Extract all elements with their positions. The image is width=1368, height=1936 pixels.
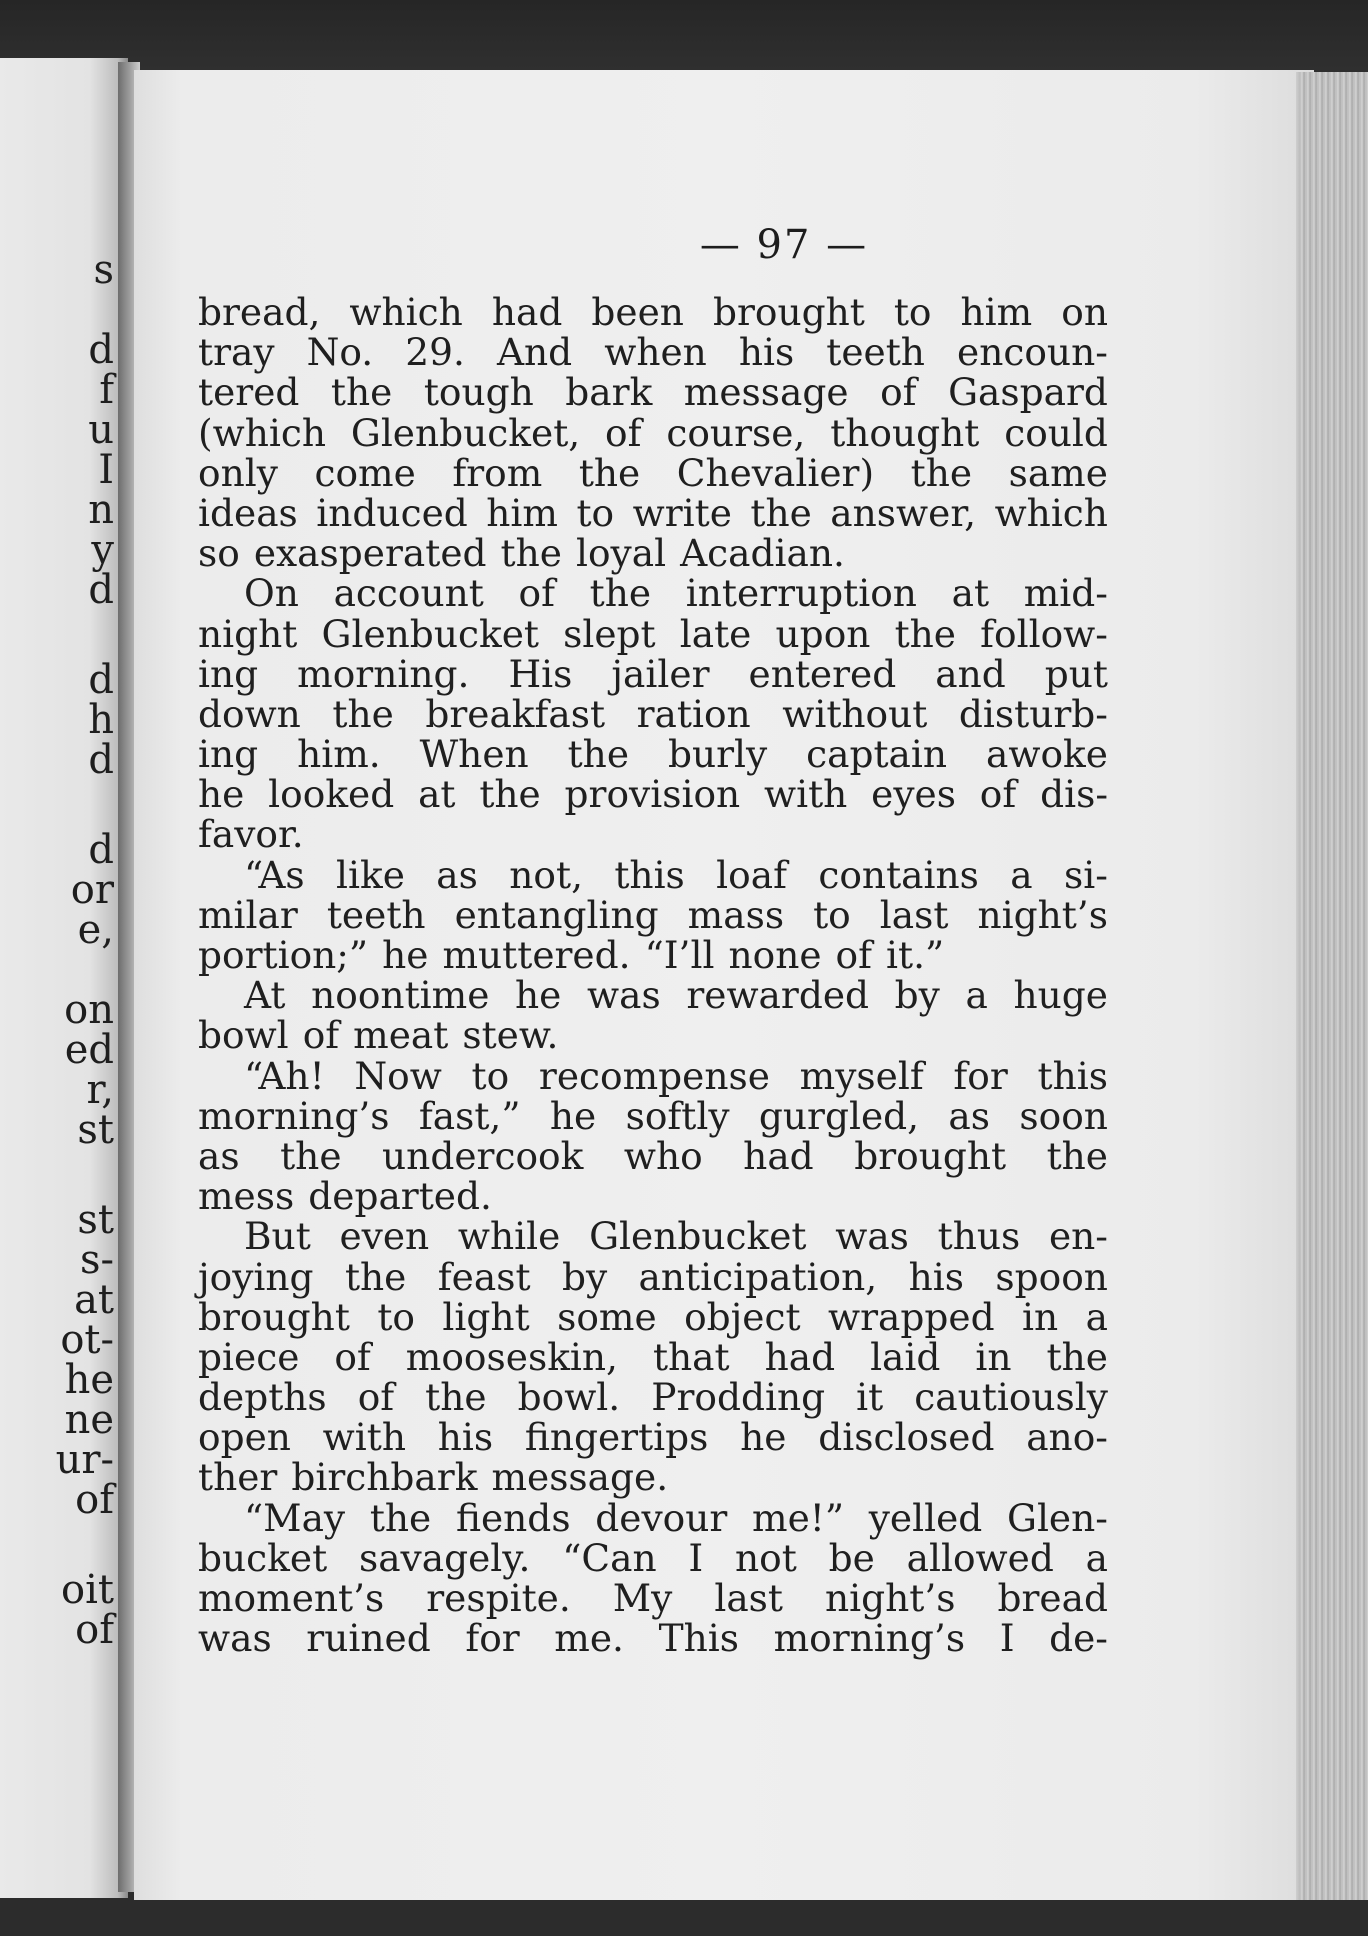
- word: meat: [353, 1013, 449, 1058]
- text-line: [198, 490, 1108, 535]
- word: bowl: [198, 1013, 289, 1058]
- word: he: [382, 933, 429, 977]
- text-line: [198, 531, 1108, 576]
- left-page-text-fragment: or: [70, 867, 114, 913]
- text-line: [198, 1334, 1108, 1379]
- text-line: [198, 1133, 1108, 1178]
- word: Acadian.: [680, 531, 845, 576]
- word: bucket: [198, 1535, 328, 1580]
- text-line: [198, 935, 1108, 975]
- word: brought: [854, 1133, 1007, 1178]
- left-page-text-fragment: I: [98, 447, 114, 493]
- word: which: [994, 490, 1108, 535]
- word: Prodding: [651, 1375, 826, 1420]
- left-page-text-fragment: on: [64, 987, 114, 1033]
- word: awoke: [985, 732, 1108, 777]
- word: allowed: [906, 1535, 1054, 1580]
- left-page-text-fragment: d: [88, 737, 114, 783]
- word: the: [910, 450, 973, 495]
- word: could: [1004, 410, 1108, 455]
- word: it: [856, 1375, 884, 1420]
- word: with: [764, 772, 848, 817]
- word: ing: [198, 651, 259, 696]
- left-page-text-fragment: f: [99, 367, 114, 413]
- word: who: [623, 1133, 703, 1178]
- word: of: [835, 933, 873, 977]
- page-stack-edge: [1300, 72, 1368, 1907]
- left-page-text-fragment: s-: [79, 1237, 114, 1283]
- word: of: [334, 1334, 371, 1379]
- word: favor.: [198, 812, 304, 857]
- word: “Can: [562, 1535, 657, 1580]
- word: rewarded: [686, 973, 870, 1018]
- word: he: [515, 973, 562, 1018]
- word: ration: [636, 691, 751, 736]
- word: tered: [198, 370, 300, 415]
- word: “As: [244, 852, 305, 897]
- left-page-text-fragment: d: [88, 827, 114, 873]
- word: the: [330, 370, 393, 415]
- word: And: [496, 330, 573, 375]
- previous-page-fragment: [0, 58, 128, 1898]
- left-page-text-fragment: ne: [64, 1397, 114, 1443]
- word: be: [828, 1535, 875, 1580]
- word: teeth: [826, 330, 925, 375]
- text-line: [198, 1616, 1108, 1661]
- word: to: [471, 1053, 510, 1098]
- word: yelled: [868, 1495, 983, 1540]
- word: exasperated: [253, 531, 487, 576]
- text-line: [198, 1214, 1108, 1259]
- word: night’s: [824, 1576, 956, 1620]
- word: At: [244, 973, 286, 1018]
- word: none: [728, 933, 822, 977]
- word: his: [738, 330, 795, 375]
- word: thus: [937, 1214, 1021, 1259]
- word: he: [549, 1093, 597, 1138]
- text-line: [198, 1053, 1108, 1098]
- word: morning’s: [198, 1093, 390, 1138]
- text-line: [198, 571, 1108, 616]
- word: the: [344, 1254, 407, 1299]
- word: course,: [666, 410, 806, 455]
- word: I: [999, 1616, 1015, 1661]
- left-page-text-fragment: h: [88, 697, 114, 743]
- word: a: [1010, 852, 1033, 897]
- word: bread: [997, 1576, 1108, 1620]
- word: Chevalier): [676, 450, 875, 495]
- word: follow-: [980, 611, 1108, 656]
- word: night’s: [977, 892, 1108, 937]
- word: as: [436, 852, 478, 897]
- word: the: [425, 1375, 487, 1420]
- word: of: [518, 571, 555, 616]
- word: the: [1046, 1133, 1108, 1178]
- left-page-text-fragment: d: [88, 657, 114, 703]
- word: to: [893, 290, 932, 334]
- word: portion;”: [198, 933, 369, 977]
- word: I: [688, 1535, 704, 1580]
- word: provision: [564, 772, 741, 817]
- word: the: [1046, 1334, 1108, 1379]
- text-line: [198, 1294, 1108, 1339]
- word: when: [604, 330, 707, 375]
- word: bowl.: [517, 1375, 621, 1420]
- text-line: [198, 1375, 1108, 1420]
- word: brought: [198, 1294, 350, 1339]
- word: mid-: [1023, 571, 1108, 616]
- page-number: — 97 —: [699, 222, 869, 268]
- word: he: [740, 1415, 787, 1460]
- word: bark: [565, 370, 653, 415]
- word: at: [418, 772, 456, 817]
- word: bread,: [198, 290, 321, 334]
- word: “I’ll: [644, 933, 715, 977]
- word: looked: [268, 772, 395, 817]
- word: message.: [491, 1455, 669, 1500]
- word: so: [198, 531, 240, 576]
- book-page: [134, 70, 1314, 1902]
- word: My: [612, 1576, 673, 1620]
- word: the: [894, 611, 956, 656]
- word: last: [879, 892, 949, 937]
- left-page-text-fragment: st: [77, 1197, 114, 1243]
- word: a: [1085, 1535, 1108, 1580]
- text-line: [198, 1578, 1108, 1618]
- text-line: [198, 1174, 1108, 1219]
- word: Glenbucket: [321, 611, 539, 656]
- word: muttered.: [442, 933, 631, 977]
- word: the: [280, 1133, 342, 1178]
- left-page-text-fragment: d: [88, 327, 114, 373]
- word: burly: [667, 732, 768, 777]
- word: fast,”: [418, 1093, 521, 1138]
- word: brought: [712, 290, 865, 334]
- word: fiends: [455, 1495, 571, 1540]
- word: of: [302, 1013, 340, 1058]
- left-page-text-fragment: n: [88, 487, 114, 533]
- word: at: [951, 571, 990, 616]
- word: the: [578, 450, 641, 495]
- word: contains: [818, 852, 979, 897]
- word: open: [198, 1415, 291, 1460]
- word: it.”: [886, 933, 945, 977]
- word: him: [486, 490, 558, 535]
- word: was: [587, 973, 661, 1018]
- word: 29.: [405, 330, 465, 375]
- word: the: [589, 571, 652, 616]
- word: departed.: [308, 1174, 492, 1219]
- word: eyes: [871, 772, 956, 817]
- word: anticipation,: [638, 1254, 878, 1299]
- word: late: [679, 611, 752, 656]
- word: in: [1022, 1294, 1059, 1339]
- word: noontime: [311, 973, 490, 1018]
- word: Glenbucket,: [350, 410, 581, 455]
- word: was: [198, 1616, 272, 1661]
- word: On: [244, 571, 299, 616]
- word: wrapped: [828, 1294, 995, 1339]
- word: the: [479, 772, 541, 817]
- word: His: [508, 651, 573, 696]
- word: si-: [1063, 852, 1108, 897]
- word: milar: [198, 892, 298, 937]
- text-line: [198, 732, 1108, 777]
- word: respite.: [426, 1576, 571, 1620]
- word: write: [632, 490, 732, 535]
- word: soon: [1019, 1093, 1108, 1138]
- left-page-text-fragment: r,: [86, 1067, 114, 1113]
- word: me!”: [752, 1495, 845, 1540]
- text-line: [198, 1013, 1108, 1058]
- word: captain: [806, 732, 948, 777]
- word: not,: [509, 852, 583, 897]
- word: had: [743, 1133, 814, 1178]
- word: as: [198, 1133, 240, 1178]
- word: to: [377, 1294, 415, 1339]
- word: his: [437, 1415, 494, 1460]
- word: mooseskin,: [405, 1334, 618, 1379]
- word: teeth: [326, 892, 426, 937]
- word: “May: [244, 1495, 346, 1540]
- word: thought: [830, 410, 980, 455]
- text-line: [198, 1093, 1108, 1138]
- word: ruined: [306, 1616, 431, 1661]
- word: depths: [198, 1375, 327, 1420]
- word: gurgled,: [758, 1093, 920, 1138]
- word: Glenbucket: [589, 1214, 807, 1259]
- word: tray: [198, 330, 275, 375]
- word: of: [880, 370, 917, 415]
- word: for: [465, 1616, 520, 1661]
- word: had: [491, 290, 563, 334]
- left-page-text-fragment: d: [88, 567, 114, 613]
- word: ther: [198, 1455, 278, 1500]
- word: morning.: [297, 651, 470, 696]
- word: disclosed: [818, 1415, 995, 1460]
- word: mess: [198, 1174, 295, 1219]
- word: a: [1085, 1294, 1108, 1339]
- word: him.: [297, 732, 381, 777]
- word: ideas: [198, 490, 298, 535]
- left-page-text-fragment: s: [93, 247, 114, 293]
- word: stew.: [462, 1013, 559, 1058]
- word: some: [557, 1294, 657, 1339]
- word: Now: [354, 1053, 442, 1098]
- word: en-: [1048, 1214, 1108, 1259]
- word: loaf: [716, 852, 787, 897]
- left-page-text-fragment: of: [75, 1607, 114, 1653]
- word: by: [561, 1254, 608, 1299]
- text-line: [198, 1535, 1108, 1580]
- word: disturb-: [958, 691, 1108, 736]
- word: the: [750, 490, 812, 535]
- page-body-text: [198, 290, 1108, 1661]
- word: of: [605, 410, 642, 455]
- word: of: [357, 1375, 395, 1420]
- text-line: [198, 892, 1108, 937]
- word: interruption: [685, 571, 917, 616]
- word: cautiously: [914, 1375, 1108, 1420]
- word: induced: [316, 490, 468, 535]
- word: spoon: [995, 1254, 1108, 1299]
- word: like: [336, 852, 405, 897]
- text-line: [198, 1455, 1108, 1500]
- word: recompense: [538, 1053, 770, 1098]
- word: the: [500, 531, 562, 576]
- left-page-text-fragment: of: [75, 1477, 114, 1523]
- word: savagely.: [358, 1535, 531, 1580]
- word: entangling: [454, 892, 659, 937]
- word: last: [714, 1576, 783, 1620]
- word: the: [332, 691, 394, 736]
- word: in: [975, 1334, 1012, 1379]
- text-line: [198, 1415, 1108, 1460]
- word: was: [835, 1214, 909, 1259]
- word: huge: [1013, 973, 1108, 1018]
- text-line: [198, 651, 1108, 696]
- word: and: [935, 651, 1006, 696]
- word: to: [813, 892, 851, 937]
- text-line: [198, 852, 1108, 897]
- left-page-text-fragment: ur-: [55, 1437, 114, 1483]
- word: down: [198, 691, 301, 736]
- word: this: [614, 852, 685, 897]
- word: feast: [437, 1254, 531, 1299]
- word: tough: [423, 370, 534, 415]
- word: encoun-: [957, 330, 1108, 375]
- left-page-text-fragment: st: [77, 1107, 114, 1153]
- word: message: [683, 370, 849, 415]
- word: de-: [1049, 1616, 1108, 1661]
- word: object: [684, 1294, 801, 1339]
- word: morning’s: [773, 1616, 966, 1661]
- text-line: [198, 812, 1108, 857]
- word: him: [960, 290, 1033, 334]
- word: with: [322, 1415, 406, 1460]
- word: entered: [748, 651, 897, 696]
- word: undercook: [382, 1133, 584, 1178]
- word: while: [457, 1214, 561, 1259]
- word: upon: [775, 611, 871, 656]
- word: been: [591, 290, 684, 334]
- word: this: [1037, 1053, 1108, 1098]
- left-page-text-fragment: y: [91, 527, 114, 573]
- word: on: [1061, 290, 1108, 334]
- text-line: [198, 1254, 1108, 1299]
- word: as: [948, 1093, 991, 1138]
- word: laid: [870, 1334, 941, 1379]
- text-line: [198, 973, 1108, 1018]
- word: dis-: [1040, 772, 1108, 817]
- text-line: [198, 772, 1108, 817]
- left-page-text-fragment: oit: [61, 1567, 114, 1613]
- word: birchbark: [291, 1455, 478, 1500]
- word: This: [658, 1616, 739, 1661]
- word: the: [567, 732, 630, 777]
- word: No.: [306, 330, 374, 375]
- word: ing: [198, 732, 259, 777]
- word: which: [349, 290, 463, 334]
- left-page-text-fragment: u: [88, 407, 114, 453]
- text-line: [198, 330, 1108, 375]
- word: softly: [625, 1093, 730, 1138]
- word: he: [198, 772, 245, 817]
- text-line: [198, 292, 1108, 332]
- word: devour: [595, 1495, 728, 1540]
- word: ano-: [1026, 1415, 1108, 1460]
- word: had: [764, 1334, 836, 1379]
- word: When: [419, 732, 529, 777]
- word: the: [369, 1495, 432, 1540]
- word: piece: [198, 1334, 300, 1379]
- word: slept: [563, 611, 656, 656]
- word: by: [894, 973, 940, 1018]
- word: his: [908, 1254, 964, 1299]
- word: a: [965, 973, 988, 1018]
- word: Gaspard: [948, 370, 1108, 415]
- text-line: [198, 450, 1108, 495]
- word: night: [198, 611, 298, 656]
- scan-bottom-border: [0, 1900, 1368, 1936]
- text-line: [198, 611, 1108, 656]
- word: moment’s: [198, 1576, 385, 1620]
- text-line: [198, 370, 1108, 415]
- word: without: [782, 691, 928, 736]
- word: jailer: [611, 651, 710, 696]
- word: to: [576, 490, 615, 535]
- word: (which: [198, 410, 327, 455]
- word: put: [1044, 651, 1108, 696]
- left-page-text-fragment: he: [64, 1357, 114, 1403]
- word: fingertips: [524, 1415, 709, 1460]
- word: from: [452, 450, 543, 495]
- text-line: [198, 1495, 1108, 1540]
- word: light: [442, 1294, 530, 1339]
- word: of: [979, 772, 1017, 817]
- left-page-text-fragment: ed: [64, 1027, 114, 1073]
- word: But: [244, 1214, 311, 1259]
- word: only: [198, 450, 278, 495]
- left-page-text-fragment: ot-: [60, 1317, 114, 1363]
- word: answer,: [830, 490, 977, 535]
- word: for: [953, 1053, 1008, 1098]
- word: Glen-: [1006, 1495, 1108, 1540]
- word: joying: [198, 1254, 314, 1299]
- text-line: [198, 410, 1108, 455]
- word: come: [314, 450, 416, 495]
- word: even: [339, 1214, 430, 1259]
- word: not: [735, 1535, 797, 1580]
- left-page-text-fragment: at: [74, 1277, 114, 1323]
- word: breakfast: [425, 691, 606, 736]
- word: “Ah!: [244, 1053, 325, 1098]
- word: myself: [799, 1053, 924, 1098]
- word: same: [1008, 450, 1108, 495]
- word: me.: [554, 1616, 624, 1661]
- word: account: [333, 571, 484, 616]
- word: loyal: [575, 531, 667, 576]
- left-page-text-fragment: e,: [77, 907, 114, 953]
- word: mass: [687, 892, 785, 937]
- word: that: [652, 1334, 730, 1379]
- text-line: [198, 691, 1108, 736]
